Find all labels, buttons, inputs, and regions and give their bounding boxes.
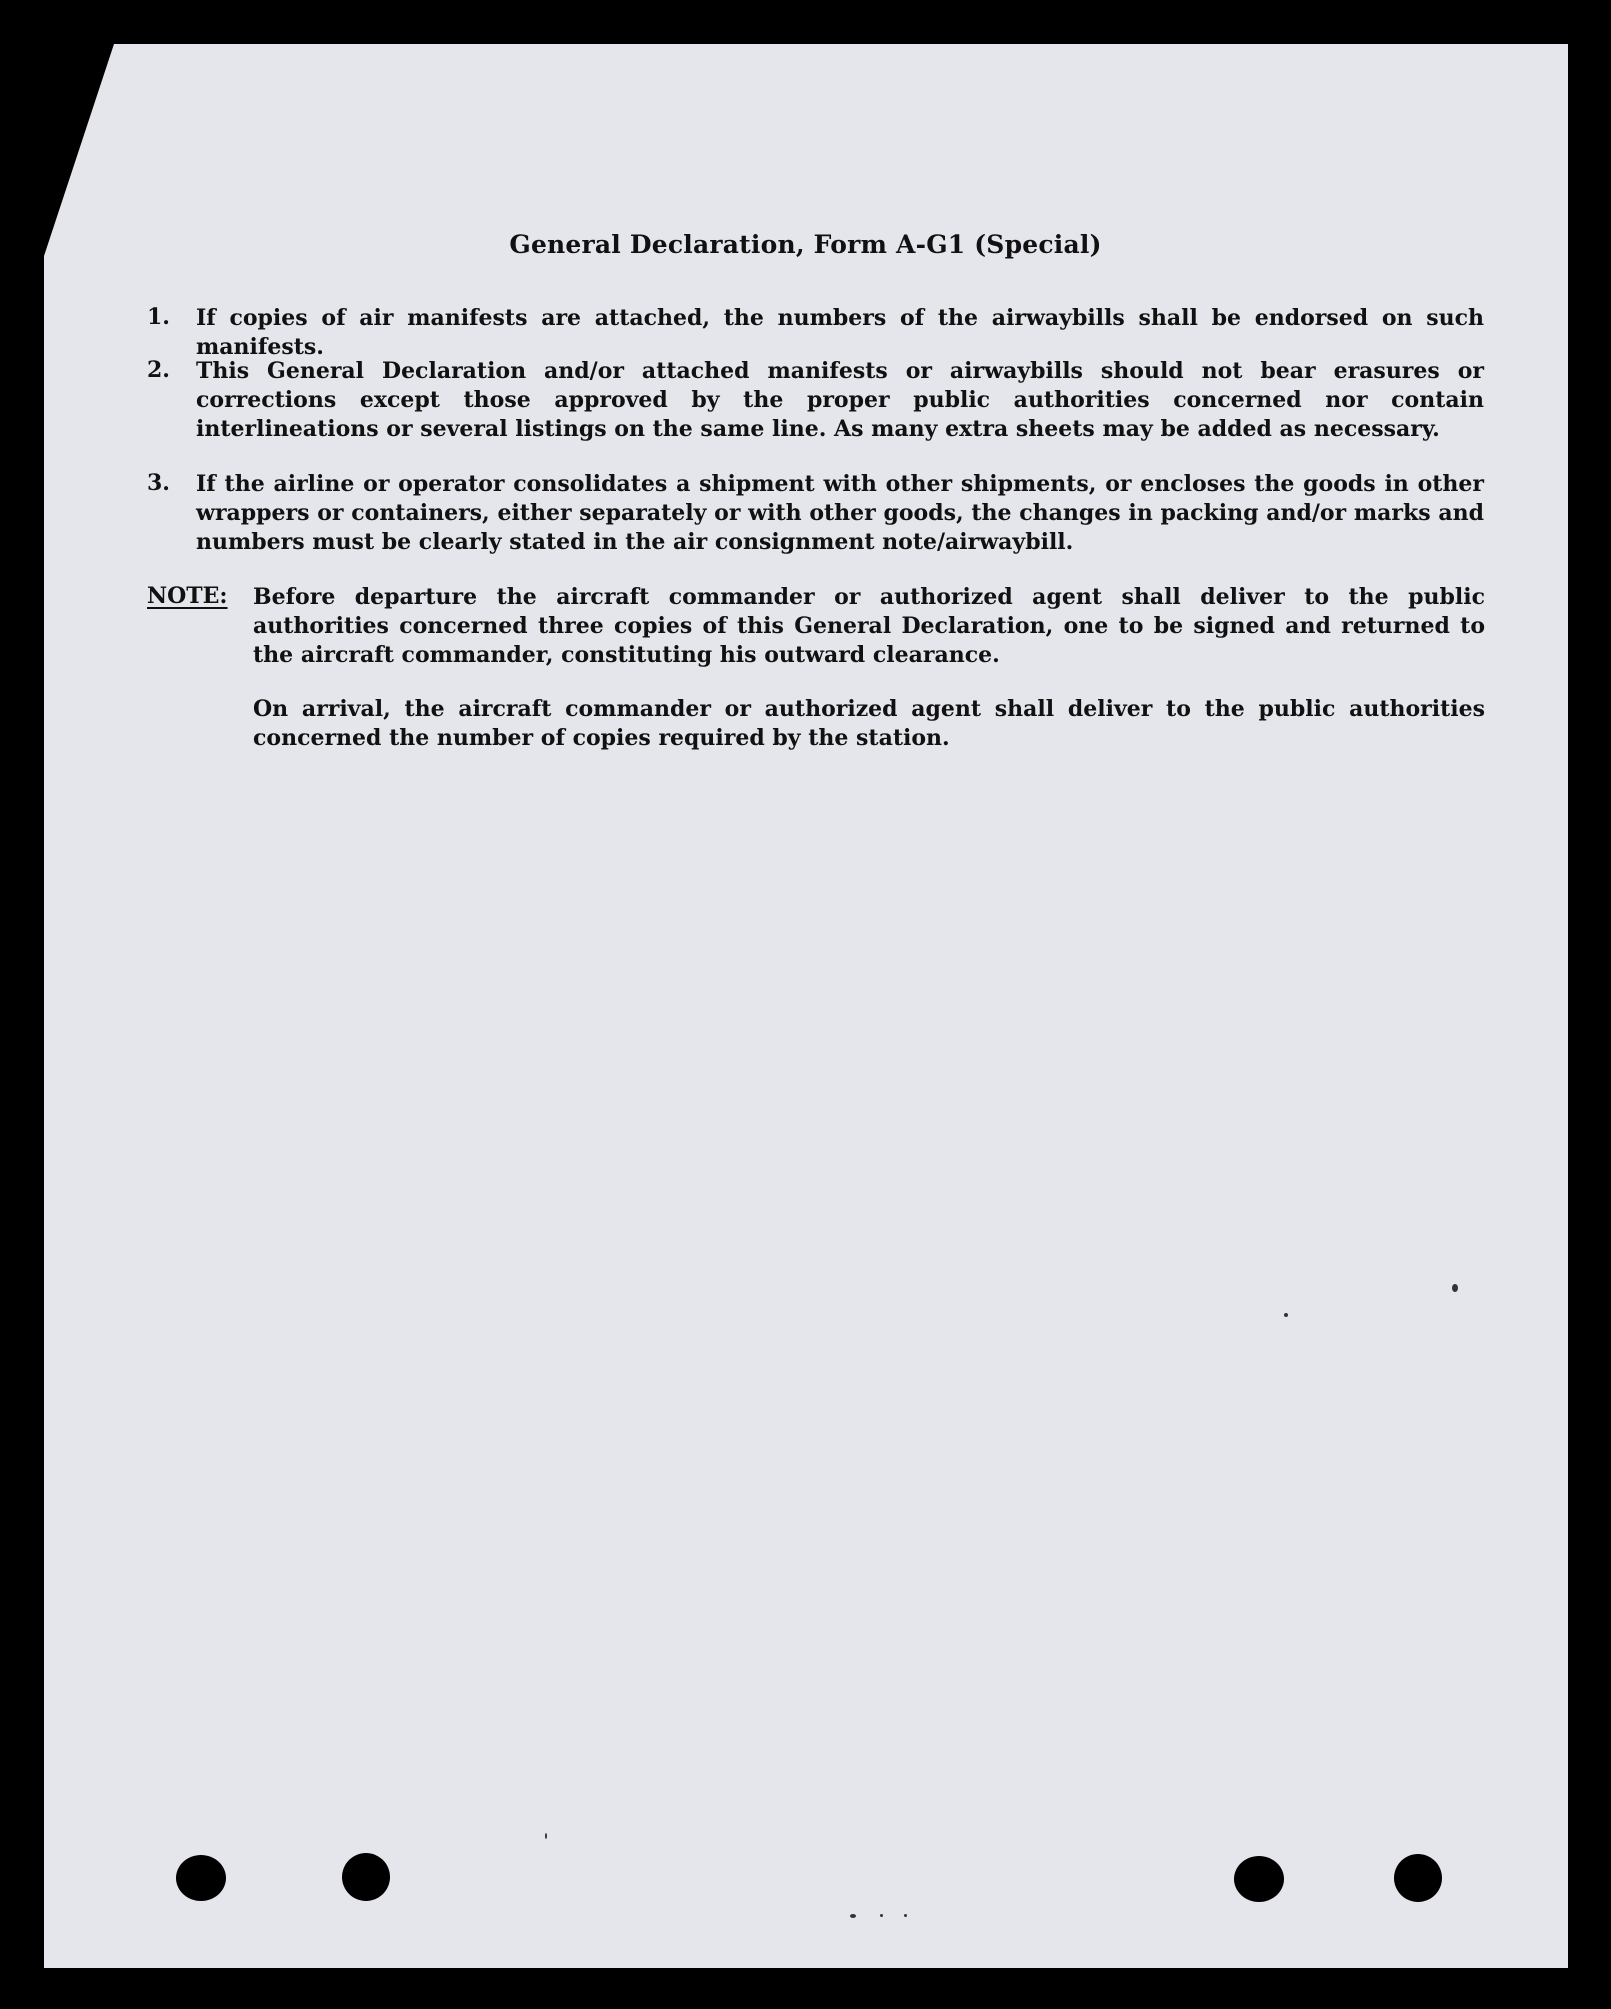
- item-number: 2.: [147, 357, 170, 383]
- item-text: If the airline or operator consolidates a shipment with other shipments, or encloses the goods in other wrappers or containers, either separately or with other goods, the changes in packing and/or marks and numbers must be clearly stated in the air consignment note/airwaybill.: [196, 471, 1484, 555]
- note-label: NOTE:: [147, 583, 228, 609]
- punch-hole: [1234, 1856, 1284, 1902]
- punch-hole: [1394, 1854, 1442, 1902]
- item-number: 3.: [147, 470, 170, 496]
- item-text: If copies of air manifests are attached, the numbers of the airwaybills shall be endorsed on such manifests.: [196, 305, 1484, 360]
- scan-speck: [880, 1914, 883, 1917]
- punch-hole: [176, 1855, 226, 1901]
- punch-hole: [342, 1853, 390, 1901]
- scan-speck: [850, 1914, 856, 1918]
- item-text: This General Declaration and/or attached manifests or airwaybills should not bear erasures or corrections except those approved by the proper public authorities concerned nor contain interlineations or several listings on the same line. As many extra sheets may be added as necessary.: [196, 358, 1484, 442]
- note-paragraph-departure: Before departure the aircraft commander or authorized agent shall deliver to the public authorities concerned three copies of this General Declaration, one to be signed and returned to the aircraft commander, constituting his outward clearance.: [253, 584, 1485, 668]
- scan-speck: [1284, 1313, 1288, 1317]
- note-paragraph-arrival: On arrival, the aircraft commander or authorized agent shall deliver to the public authorities concerned the number of copies required by the station.: [253, 696, 1485, 751]
- scan-speck: [1452, 1284, 1458, 1292]
- scan-speck: [545, 1833, 547, 1839]
- scan-speck: [904, 1914, 907, 1917]
- item-number: 1.: [147, 304, 170, 330]
- document-title: General Declaration, Form A-G1 (Special): [509, 230, 1102, 259]
